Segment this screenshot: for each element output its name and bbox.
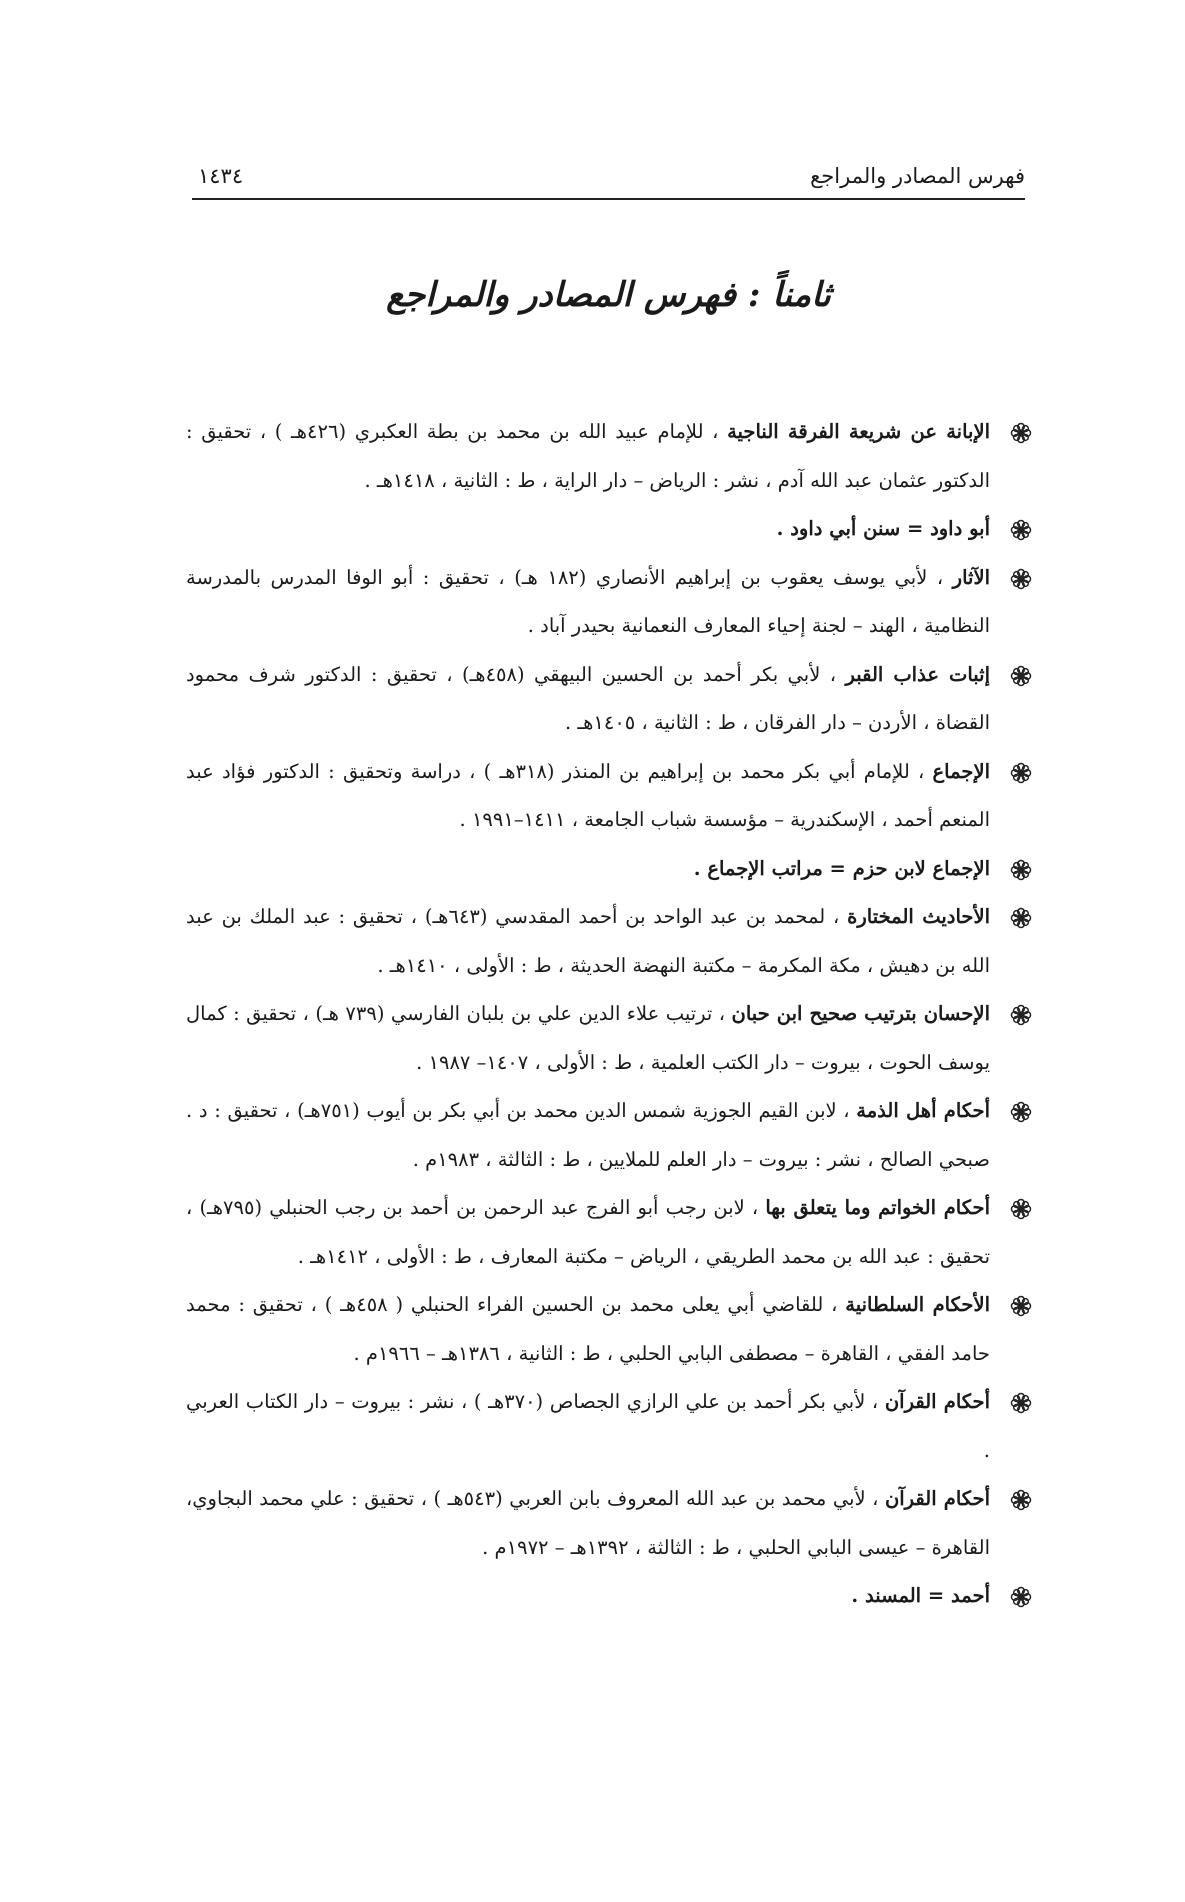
bibliography-entry	[186, 651, 1036, 748]
entry-title: الإحسان بترتيب صحيح ابن حبان	[731, 1002, 990, 1025]
bibliography-entry	[186, 505, 1036, 554]
entry-details: ، لأبي محمد بن عبد الله المعروف بابن العربي (٥٤٣هـ ) ، تحقيق : علي محمد البجاوي، القاهرة – عيسى البابي الحلبي ، ط : الثالثة ، ١٣٩٢هـ – ١٩٧٢م .	[186, 1487, 990, 1559]
entry-details: ، لابن رجب أبو الفرج عبد الرحمن بن أحمد بن رجب الحنبلي (٧٩٥هـ) ، تحقيق : عبد الله بن محمد الطريقي ، الرياض – مكتبة المعارف ، ط : الأولى ، ١٤١٢هـ .	[186, 1196, 990, 1268]
flower-ornament-icon	[1010, 1198, 1032, 1220]
flower-ornament-icon	[1010, 519, 1032, 541]
entry-title: أحكام القرآن	[884, 1487, 991, 1510]
flower-ornament-icon	[1010, 859, 1032, 881]
entry-title: الإبانة عن شريعة الفرقة الناجية	[727, 420, 990, 443]
entry-details: ، لأبي بكر أحمد بن علي الرازي الجصاص (٣٧٠هـ ) ، نشر : بيروت – دار الكتاب العربي .	[186, 1390, 990, 1462]
bibliography-entry	[186, 893, 1036, 990]
entry-details: ، للقاضي أبي يعلى محمد بن الحسين الفراء الحنبلي ( ٤٥٨هـ ) ، تحقيق : محمد حامد الفقي ، القاهرة – مصطفى البابي الحلبي ، ط : الثانية ، ١٣٨٦هـ – ١٩٦٦م .	[186, 1293, 990, 1365]
bibliography-entry	[186, 1572, 1036, 1621]
bibliography-list	[186, 408, 1036, 1621]
section-heading: ثامناً : فهرس المصادر والمراجع	[386, 275, 831, 315]
page-number: ١٤٣٤	[198, 164, 244, 188]
flower-ornament-icon	[1010, 1101, 1032, 1123]
entry-title: الأحاديث المختارة	[847, 905, 991, 928]
flower-ornament-icon	[1010, 907, 1032, 929]
entry-title: أحكام الخواتم وما يتعلق بها	[765, 1196, 990, 1219]
entry-details: ، لأبي بكر أحمد بن الحسين البيهقي (٤٥٨هـ) ، تحقيق : الدكتور شرف محمود القضاة ، الأردن – دار الفرقان ، ط : الثانية ، ١٤٠٥هـ .	[186, 662, 990, 734]
entry-title: أبو داود = سنن أبي داود .	[776, 517, 990, 540]
entry-title: الآثار	[952, 565, 990, 589]
entry-details: ، لأبي يوسف يعقوب بن إبراهيم الأنصاري (١٨٢ هـ) ، تحقيق : أبو الوفا المدرس بالمدرسة النظامية ، الهند – لجنة إحياء المعارف النعمانية بحيدر آباد .	[186, 565, 990, 637]
entry-title: أحمد = المسند .	[851, 1584, 990, 1607]
entry-title: الأحكام السلطانية	[845, 1293, 990, 1316]
running-header	[192, 160, 1025, 200]
entry-title: الإجماع لابن حزم = مراتب الإجماع .	[693, 856, 990, 880]
entry-title: أحكام أهل الذمة	[856, 1099, 990, 1122]
entry-title: الإجماع	[932, 759, 990, 783]
bibliography-entry	[186, 1184, 1036, 1281]
flower-ornament-icon	[1010, 665, 1032, 687]
entry-details: ، ترتيب علاء الدين علي بن بلبان الفارسي (٧٣٩ هـ) ، تحقيق : كمال يوسف الحوت ، بيروت – دار الكتب العلمية ، ط : الأولى ، ١٤٠٧– ١٩٨٧ .	[186, 1002, 990, 1074]
entry-details: ، للإمام عبيد الله بن محمد بن بطة العكبري (٤٢٦هـ ) ، تحقيق : الدكتور عثمان عبد الله آدم ، نشر : الرياض – دار الراية ، ط : الثانية ، ١٤١٨هـ .	[186, 420, 990, 492]
bibliography-entry	[186, 990, 1036, 1087]
running-title: فهرس المصادر والمراجع	[810, 164, 1025, 188]
flower-ornament-icon	[1010, 1392, 1032, 1414]
entry-title: إثبات عذاب القبر	[845, 662, 990, 686]
flower-ornament-icon	[1010, 762, 1032, 784]
entry-details: ، للإمام أبي بكر محمد بن إبراهيم بن المنذر (٣١٨هـ ) ، دراسة وتحقيق : الدكتور فؤاد عبد المنعم أحمد ، الإسكندرية – مؤسسة شباب الجامعة ، ١٤١١–١٩٩١ .	[186, 759, 990, 831]
bibliography-entry	[186, 1281, 1036, 1378]
bibliography-entry	[186, 1378, 1036, 1475]
flower-ornament-icon	[1010, 1489, 1032, 1511]
bibliography-entry	[186, 748, 1036, 845]
flower-ornament-icon	[1010, 1295, 1032, 1317]
bibliography-entry	[186, 1087, 1036, 1184]
flower-ornament-icon	[1010, 422, 1032, 444]
bibliography-entry	[186, 408, 1036, 505]
flower-ornament-icon	[1010, 1004, 1032, 1026]
entry-title: أحكام القرآن	[884, 1390, 990, 1413]
flower-ornament-icon	[1010, 568, 1032, 590]
entry-details: ، لمحمد بن عبد الواحد بن أحمد المقدسي (٦٤٣هـ) ، تحقيق : عبد الملك بن عبد الله بن دهيش ، مكة المكرمة – مكتبة النهضة الحديثة ، ط : الأولى ، ١٤١٠هـ .	[186, 905, 990, 977]
bibliography-entry	[186, 845, 1036, 894]
bibliography-entry	[186, 1475, 1036, 1572]
entry-details: ، لابن القيم الجوزية شمس الدين محمد بن أبي بكر بن أيوب (٧٥١هـ) ، تحقيق : د . صبحي الصالح ، نشر : بيروت – دار العلم للملايين ، ط : الثالثة ، ١٩٨٣م .	[186, 1099, 990, 1171]
flower-ornament-icon	[1010, 1586, 1032, 1608]
bibliography-entry	[186, 554, 1036, 651]
